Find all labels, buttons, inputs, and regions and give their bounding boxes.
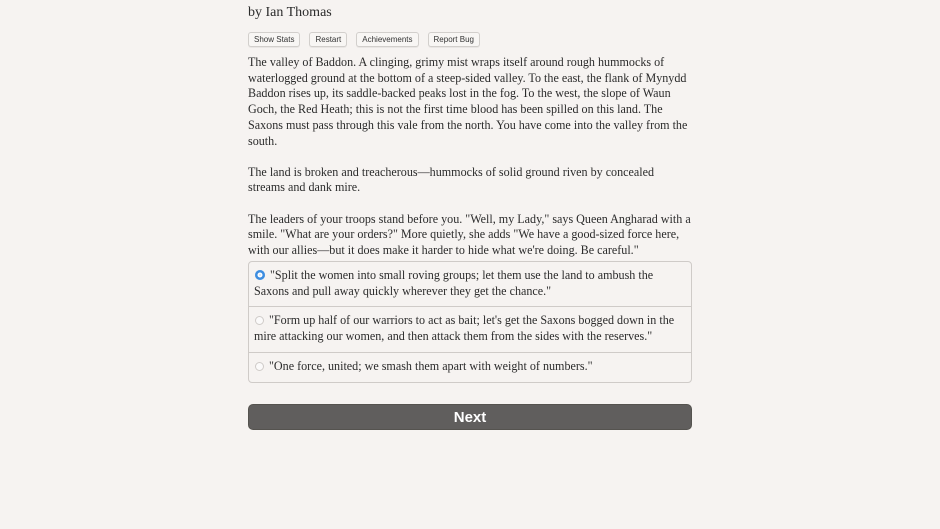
choice-label: "Split the women into small roving groups; let them use the land to ambush the Saxons and pull away quickly wherever they get the chance." <box>254 268 654 298</box>
toolbar <box>248 32 480 47</box>
show-stats-button[interactable]: Show Stats <box>248 32 300 47</box>
choice-option-bait[interactable] <box>249 306 691 351</box>
choice-list <box>248 261 692 383</box>
choice-label: "One force, united; we smash them apart with weight of numbers." <box>269 358 593 373</box>
choice-option-ambush[interactable] <box>249 262 691 306</box>
author-byline: by Ian Thomas <box>248 5 332 20</box>
story-paragraph: The leaders of your troops stand before you. "Well, my Lady," says Queen Angharad with a smile. "What are your orders?" More quietly, she adds "We have a good-sized force here, with our allies—but it does make it harder to hide what we're doing. Be careful." <box>248 211 691 258</box>
radio-unselected-icon[interactable] <box>255 362 264 371</box>
report-bug-button[interactable]: Report Bug <box>428 32 480 47</box>
achievements-button[interactable]: Achievements <box>356 32 418 47</box>
story-text <box>248 55 692 274</box>
choice-label: "Form up half of our warriors to act as bait; let's get the Saxons bogged down in the mire attacking our women, and then attack them from the sides with the reserves." <box>254 313 675 344</box>
radio-unselected-icon[interactable] <box>255 316 264 325</box>
story-paragraph: The land is broken and treacherous—hummocks of solid ground riven by concealed streams and dank mire. <box>248 164 655 195</box>
radio-selected-icon[interactable] <box>255 270 265 280</box>
story-paragraph: The valley of Baddon. A clinging, grimy mist wraps itself around rough hummocks of waterlogged ground at the bottom of a steep-sided valley. To the east, the flank of Mynydd Baddon rises up, its saddle-backed peaks lost in the fog. To the west, the slope of Waun Goch, the Red Heath; this is not the first time blood has been spilled on this land. The Saxons must pass through this vale from the north. You have come into the valley from the south. <box>248 55 688 148</box>
choice-option-united[interactable] <box>249 352 691 382</box>
restart-button[interactable]: Restart <box>309 32 347 47</box>
next-button[interactable]: Next <box>248 404 692 430</box>
